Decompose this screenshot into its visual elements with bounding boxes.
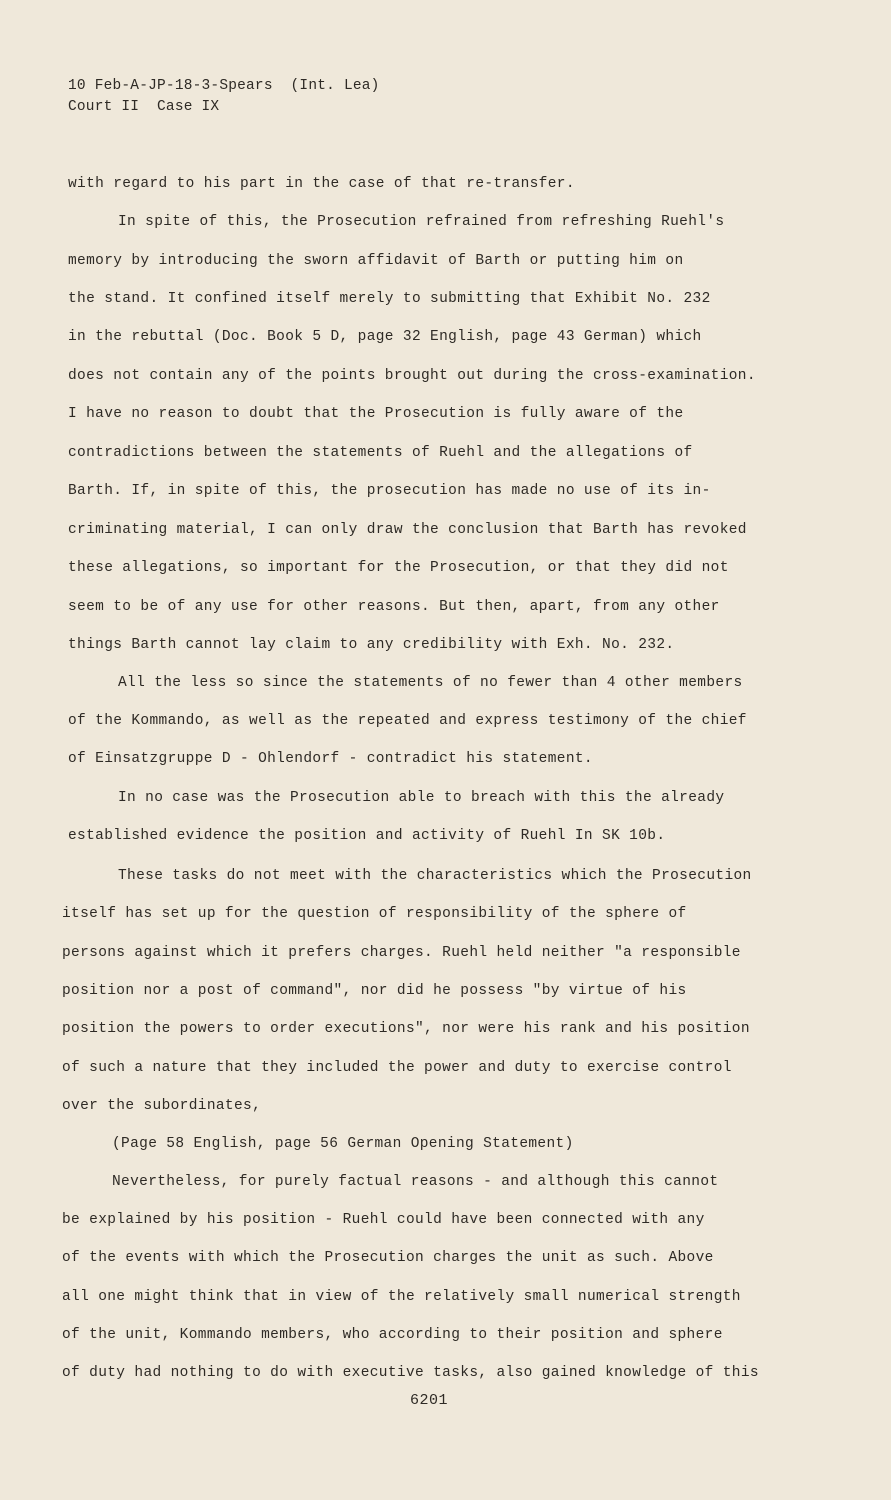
header-reference-line: 10 Feb-A-JP-18-3-Spears (Int. Lea): [68, 78, 380, 94]
text-line: of Einsatzgruppe D - Ohlendorf - contradict his statement.: [68, 751, 593, 767]
page-number: 6201: [410, 1392, 449, 1409]
text-line: of such a nature that they included the power and duty to exercise control: [62, 1060, 732, 1076]
text-line: These tasks do not meet with the characteristics which the Prosecution: [118, 868, 752, 884]
text-line: of the unit, Kommando members, who according to their position and sphere: [62, 1327, 723, 1343]
text-line: (Page 58 English, page 56 German Opening Statement): [112, 1136, 574, 1152]
text-line: does not contain any of the points brought out during the cross-examination.: [68, 368, 756, 384]
text-line: of the events with which the Prosecution charges the unit as such. Above: [62, 1250, 714, 1266]
text-line: of duty had nothing to do with executive tasks, also gained knowledge of this: [62, 1365, 759, 1381]
text-line: Nevertheless, for purely factual reasons - and although this cannot: [112, 1174, 719, 1190]
text-line: in the rebuttal (Doc. Book 5 D, page 32 English, page 43 German) which: [68, 329, 702, 345]
text-line: In spite of this, the Prosecution refrained from refreshing Ruehl's: [118, 214, 725, 230]
text-line: things Barth cannot lay claim to any credibility with Exh. No. 232.: [68, 637, 675, 653]
text-line: criminating material, I can only draw the conclusion that Barth has revoked: [68, 522, 747, 538]
text-line: I have no reason to doubt that the Prosecution is fully aware of the: [68, 406, 684, 422]
text-line: over the subordinates,: [62, 1098, 262, 1114]
text-line: of the Kommando, as well as the repeated and express testimony of the chief: [68, 713, 747, 729]
text-line: all one might think that in view of the relatively small numerical strength: [62, 1289, 741, 1305]
text-line: the stand. It confined itself merely to submitting that Exhibit No. 232: [68, 291, 711, 307]
text-line: persons against which it prefers charges. Ruehl held neither "a responsible: [62, 945, 741, 961]
text-line: contradictions between the statements of Ruehl and the allegations of: [68, 445, 693, 461]
text-line: memory by introducing the sworn affidavit of Barth or putting him on: [68, 253, 684, 269]
text-line: Barth. If, in spite of this, the prosecution has made no use of its in-: [68, 483, 711, 499]
text-line: itself has set up for the question of responsibility of the sphere of: [62, 906, 687, 922]
header-court-line: Court II Case IX: [68, 99, 220, 115]
text-line: position the powers to order executions", nor were his rank and his position: [62, 1021, 750, 1037]
text-line: seem to be of any use for other reasons. But then, apart, from any other: [68, 599, 720, 615]
text-line: be explained by his position - Ruehl could have been connected with any: [62, 1212, 705, 1228]
text-line: with regard to his part in the case of that re-transfer.: [68, 176, 575, 192]
text-line: these allegations, so important for the Prosecution, or that they did not: [68, 560, 729, 576]
text-line: established evidence the position and activity of Ruehl In SK 10b.: [68, 828, 666, 844]
text-line: position nor a post of command", nor did he possess "by virtue of his: [62, 983, 687, 999]
text-line: All the less so since the statements of no fewer than 4 other members: [118, 675, 743, 691]
text-line: In no case was the Prosecution able to breach with this the already: [118, 790, 725, 806]
